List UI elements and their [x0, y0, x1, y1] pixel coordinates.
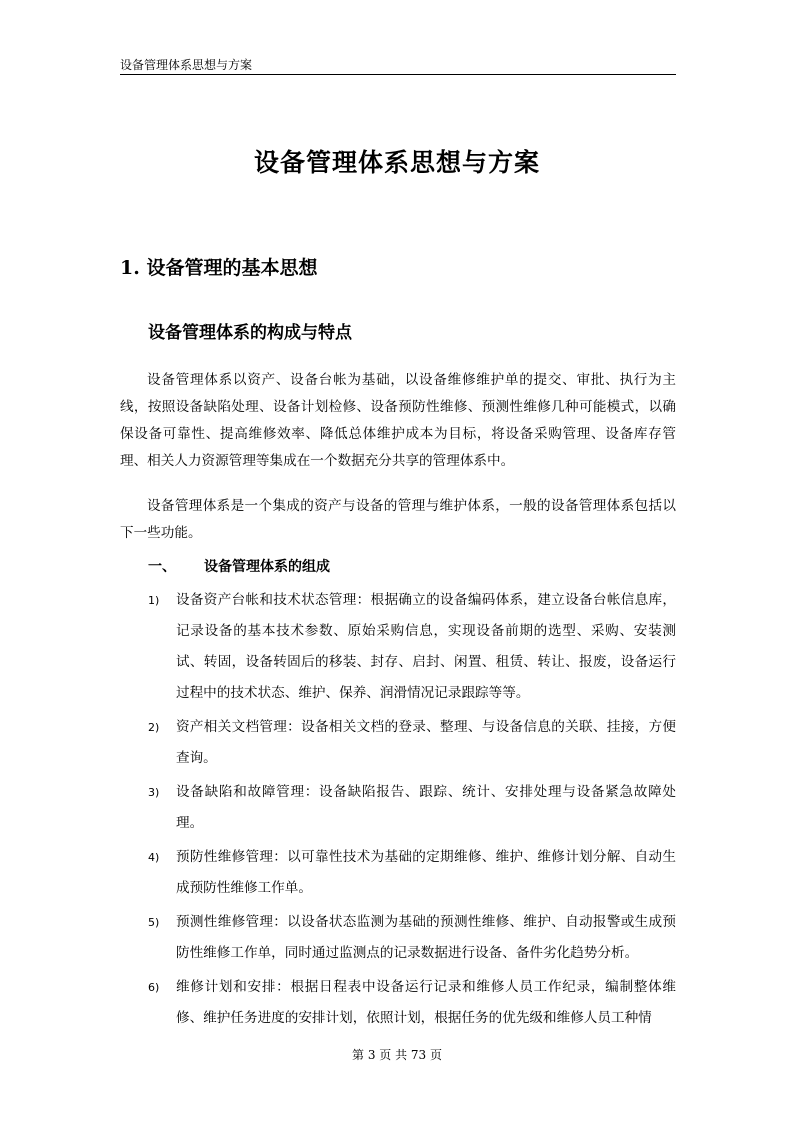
header-divider — [120, 74, 676, 75]
list-item-number: 4) — [148, 851, 160, 864]
list-item-text: 资产相关文档管理：设备相关文档的登录、整理、与设备信息的关联、挂接，方便查询。 — [176, 719, 676, 766]
composition-heading — [148, 554, 330, 580]
section-heading: 1. 设备管理的基本思想 — [120, 257, 318, 279]
list-item-text: 预防性维修管理：以可靠性技术为基础的定期维修、维护、维修计划分解、自动生成预防性维修工作单。 — [176, 849, 676, 896]
paragraph-1: 设备管理体系以资产、设备台帐为基础，以设备维修维护单的提交、审批、执行为主线，按照设备缺陷处理、设备计划检修、设备预防性维修、预测性维修几种可能模式，以确保设备可靠性、提高维修效率、降低总体维护成本为目标，将设备采购管理、设备库存管理、相关人力资源管理等集成在一个数据充分共享的管理体系中。 — [120, 372, 676, 469]
list-item-text: 维修计划和安排：根据日程表中设备运行记录和维修人员工作纪录，编制整体维修、维护任务进度的安排计划，依照计划，根据任务的优先级和维修人员工种情 — [176, 979, 676, 1026]
list-item-number: 1) — [148, 594, 160, 607]
list-item — [148, 585, 676, 709]
list-item — [148, 907, 676, 969]
list-item-number: 3) — [148, 786, 160, 799]
list-item — [148, 777, 676, 839]
list-item — [148, 842, 676, 904]
page-header: 设备管理体系思想与方案 — [120, 58, 253, 72]
list-item-number: 2) — [148, 721, 160, 734]
function-list — [148, 585, 676, 1037]
subsection-heading: 设备管理体系的构成与特点 — [148, 323, 352, 343]
list-item — [148, 972, 676, 1034]
paragraph-2: 设备管理体系是一个集成的资产与设备的管理与维护体系，一般的设备管理体系包括以下一些功能。 — [120, 498, 676, 541]
document-title: 设备管理体系思想与方案 — [253, 148, 540, 177]
list-item-number: 6) — [148, 981, 160, 994]
composition-number: 一、 — [148, 559, 176, 575]
list-item-text: 设备缺陷和故障管理：设备缺陷报告、跟踪、统计、安排处理与设备紧急故障处理。 — [176, 784, 676, 831]
list-item-number: 5) — [148, 916, 160, 929]
list-item — [148, 712, 676, 774]
list-item-text: 设备资产台帐和技术状态管理：根据确立的设备编码体系，建立设备台帐信息库，记录设备的基本技术参数、原始采购信息，实现设备前期的选型、采购、安装测试、转固，设备转固后的移装、封存、启封、闲置、租赁、转让、报废，设备运行过程中的技术状态、维护、保养、润滑情况记录跟踪等等。 — [176, 592, 676, 701]
list-item-text: 预测性维修管理：以设备状态监测为基础的预测性维修、维护、自动报警或生成预防性维修工作单，同时通过监测点的记录数据进行设备、备件劣化趋势分析。 — [176, 914, 676, 961]
page-footer: 第 3 页 共 73 页 — [352, 1048, 442, 1062]
composition-label: 设备管理体系的组成 — [204, 559, 330, 575]
